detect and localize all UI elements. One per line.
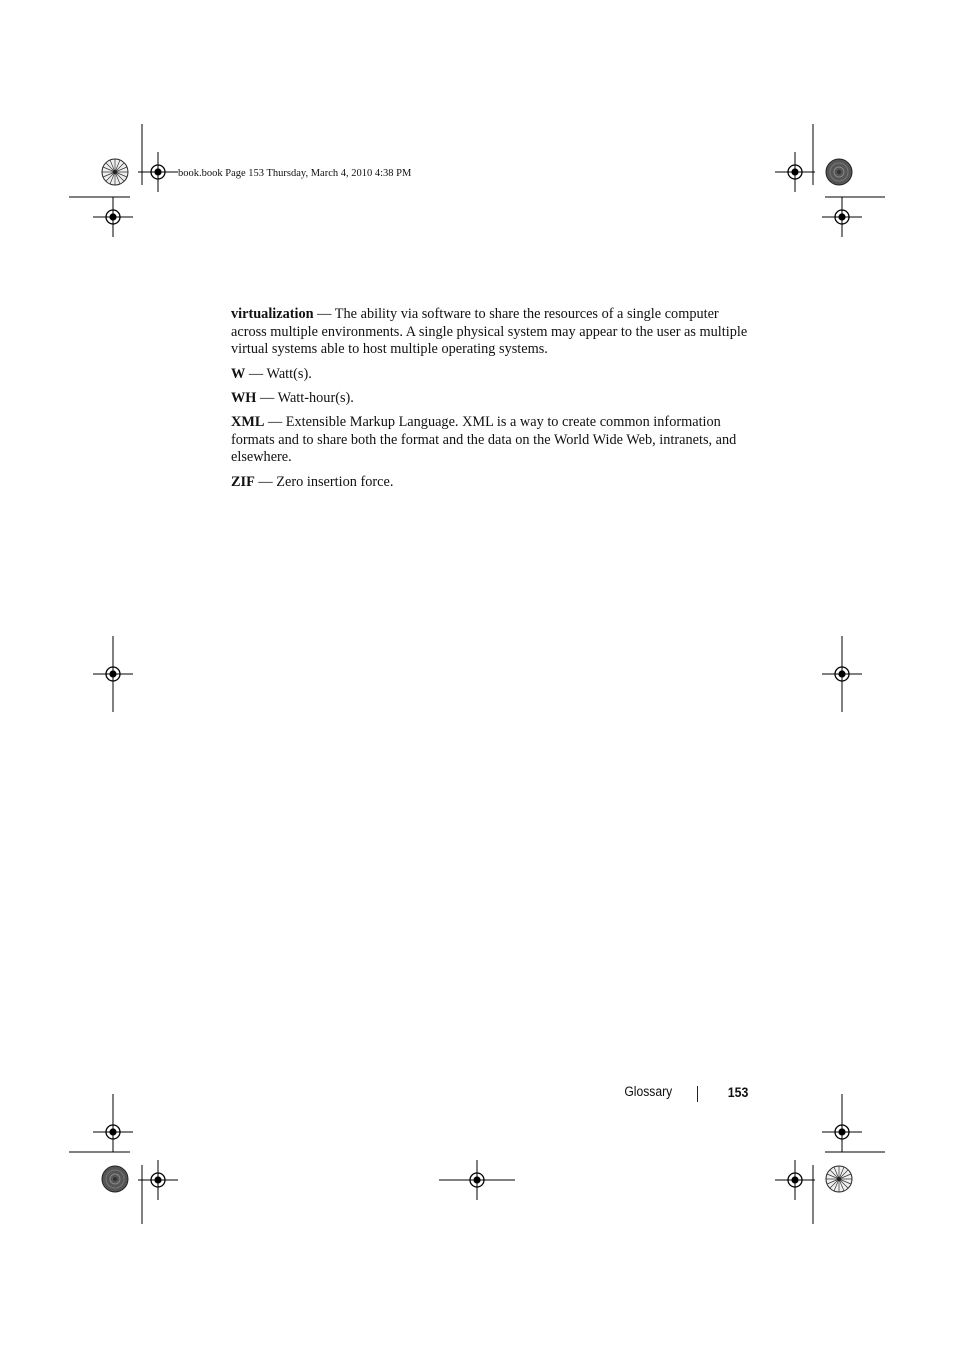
glossary-entry	[231, 306, 751, 359]
print-info-header: book.book Page 153 Thursday, March 4, 2010 4:38 PM	[178, 168, 412, 179]
page-number: 153	[727, 1084, 748, 1100]
registration-mark-icon	[93, 197, 133, 237]
registration-mark-icon	[822, 197, 862, 237]
star-target-icon	[102, 159, 128, 185]
page-footer	[0, 1084, 954, 1104]
registration-mark-icon	[775, 1160, 815, 1200]
glossary-entries	[231, 306, 751, 498]
glossary-definition: — Watt(s).	[245, 365, 312, 382]
glossary-term: ZIF	[231, 473, 255, 490]
glossary-entry	[231, 474, 751, 492]
glossary-term: W	[231, 365, 246, 382]
star-target-icon	[826, 1166, 852, 1192]
star-target-icon	[826, 159, 852, 185]
registration-mark-icon	[775, 152, 815, 192]
glossary-definition: — Extensible Markup Language. XML is a way to create common information formats and to share both the format and the data on the World Wide Web, intranets, and elsewhere.	[231, 414, 737, 466]
registration-mark-icon	[138, 152, 178, 192]
glossary-entry	[231, 390, 751, 408]
footer-section-label: Glossary	[624, 1084, 672, 1099]
glossary-term: WH	[231, 389, 257, 406]
glossary-definition: — The ability via software to share the resources of a single computer across multiple environments. A single physical system may appear to the user as multiple virtual systems able to host multiple operating systems.	[231, 306, 748, 358]
glossary-definition: — Zero insertion force.	[254, 473, 394, 490]
footer-divider	[697, 1086, 698, 1102]
glossary-definition: — Watt-hour(s).	[256, 389, 354, 406]
star-target-icon	[102, 1166, 128, 1192]
glossary-term: XML	[231, 414, 265, 431]
registration-mark-icon	[138, 1160, 178, 1200]
glossary-term: virtualization	[231, 306, 314, 322]
glossary-entry	[231, 366, 751, 384]
glossary-entry	[231, 414, 751, 467]
